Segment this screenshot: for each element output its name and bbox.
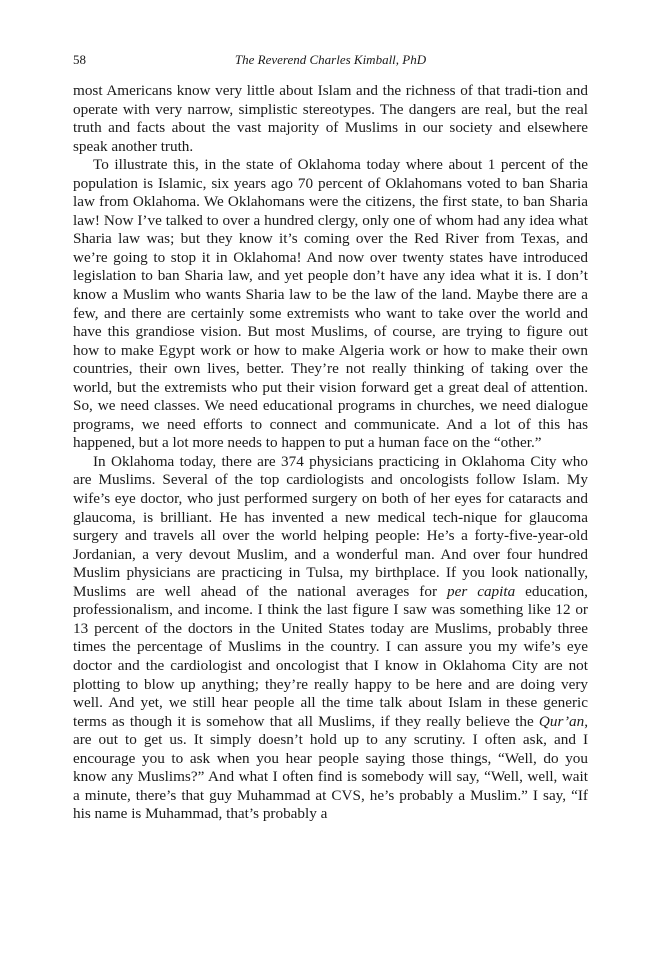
- paragraph: [73, 82, 588, 156]
- paragraph: [73, 156, 588, 453]
- body-text: [73, 82, 588, 824]
- paragraph-text: education, professionalism, and income. I think the last figure I saw was something like 12 or 13 percent of the doctors in the United States today are Muslims, probably three times the percentage of Muslims in the country. I can assure you my wife’s eye doctor and the cardiologist and oncologist that I know in Oklahoma City are not plotting to blow up anything; they’re really happy to be here and are doing very well. And yet, we still hear people all the time talk about Islam in these generic terms as though it is somehow that all Muslims, if they really believe the: [73, 582, 588, 730]
- page-number: 58: [73, 52, 86, 67]
- running-title: The Reverend Charles Kimball, PhD: [234, 52, 427, 67]
- running-header: [73, 50, 588, 72]
- italic-text: per capita: [446, 582, 516, 600]
- paragraph-text: , are out to get us. It simply doesn’t hold up to any scrutiny. I often ask, and I encourage you to ask when you hear people saying those things, “Well, do you know any Muslims?” And what I often find is somebody will say, “Well, well, wait a minute, there’s that guy Muhammad at CVS, he’s probably a Muslim.” I say, “If his name is Muhammad, that’s probably a: [73, 712, 588, 823]
- paragraph-text: most Americans know very little about Islam and the richness of that tradi-tion and operate with very narrow, simplistic stereotypes. The dangers are real, but the real truth and facts about the vast majority of Muslims in our society and elsewhere speak another truth.: [73, 82, 588, 155]
- italic-text: Qur’an: [538, 712, 585, 730]
- paragraph: [73, 453, 588, 824]
- paragraph-text: In Oklahoma today, there are 374 physicians practicing in Oklahoma City who are Muslims. Several of the top cardiologists and oncologists follow Islam. My wife’s eye doctor, who just performed surgery on both of her eyes for cataracts and glaucoma, is brilliant. He has invented a new medical tech-nique for glaucoma surgery and travels all over the world helping people: He’s a forty-five-year-old Jordanian, a very devout Muslim, and a wonderful man. And over four hundred Muslim physicians are practicing in Tulsa, my birthplace. If you look nationally, Muslims are well ahead of the national averages for: [73, 452, 588, 600]
- book-page: [73, 50, 588, 824]
- paragraph-text: To illustrate this, in the state of Oklahoma today where about 1 percent of the population is Islamic, six years ago 70 percent of Oklahomans voted to ban Sharia law from Oklahoma. We Oklahomans were the citizens, the first state, to ban Sharia law! Now I’ve talked to over a hundred clergy, only one of whom had any idea what Sharia law was; but they know it’s coming over the Red River from Texas, and we’re going to stop it in Oklahoma! And now over twenty states have introduced legislation to ban Sharia law, and yet people don’t have any idea what it is. I don’t know a Muslim who wants Sharia law to be the law of the land. Maybe there are a few, and there are certainly some extremists who want to take over the world and have this grandiose vision. But most Muslims, of course, are trying to figure out how to make Egypt work or how to make Algeria work or how to make their own countries, their own lives, better. They’re not really thinking of taking over the world, but the extremists who put their vision forward get a great deal of attention. So, we need classes. We need educational programs in churches, we need dialogue programs, we need efforts to connect and communicate. And a lot of this has happened, but a lot more needs to happen to put a human face on the “other.”: [73, 156, 588, 452]
